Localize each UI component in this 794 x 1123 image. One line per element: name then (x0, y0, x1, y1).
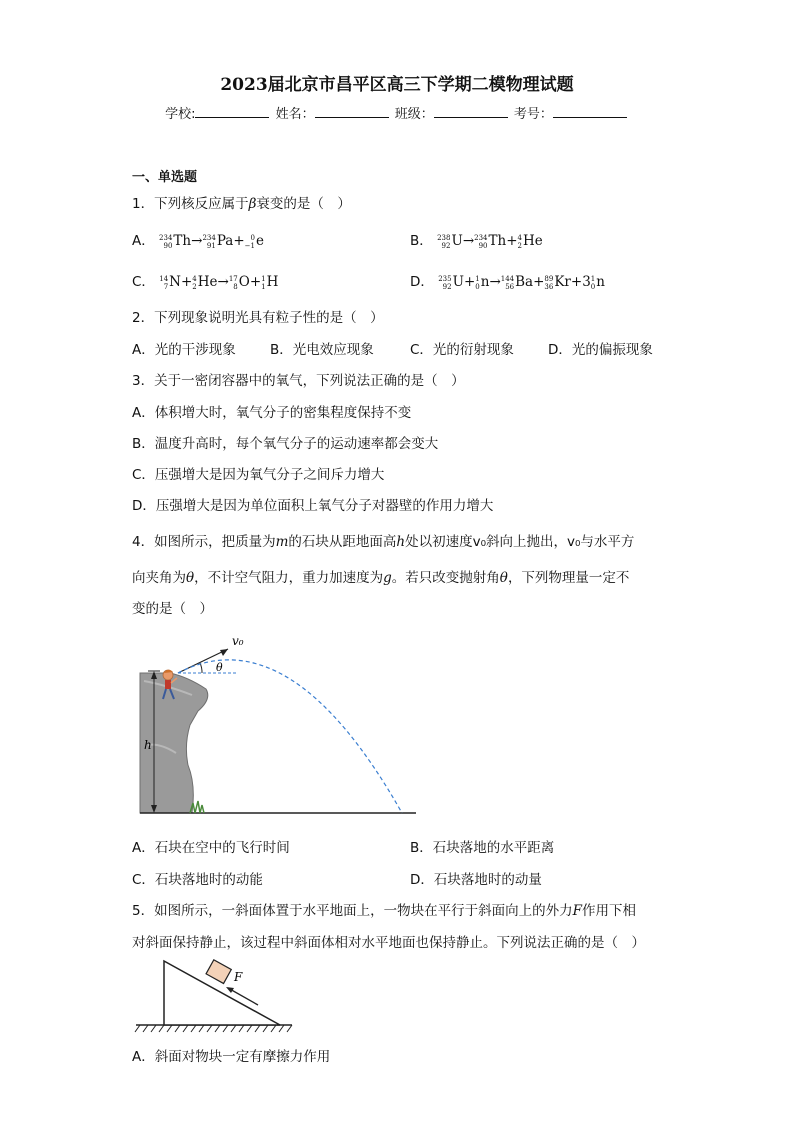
q3-option-d: D．压强增大是因为单位面积上氧气分子对器壁的作用力增大 (132, 498, 494, 514)
trajectory-curve (178, 660, 402, 813)
id-blank[interactable] (553, 105, 627, 118)
q1-b-equation: 238 92 U→ 234 90 Th+ 4 2 He (437, 233, 543, 250)
q4-option-b: B．石块落地的水平距离 (410, 840, 555, 856)
velocity-label: v₀ (232, 634, 244, 648)
q1-option-c: C． 14 7 N+ 4 2 He→ 17 8 O+ 1 1 H (132, 274, 279, 291)
q2-option-b: B．光电效应现象 (270, 342, 374, 358)
q3-stem: 3．关于一密闭容器中的氧气，下列说法正确的是（ ） (132, 373, 465, 389)
school-label: 学校: (165, 107, 196, 122)
force-label: F (234, 970, 243, 984)
q1-c-equation: 14 7 N+ 4 2 He→ 17 8 O+ 1 1 H (159, 274, 279, 291)
school-blank[interactable] (195, 105, 269, 118)
q4-option-d: D．石块落地时的动量 (410, 872, 542, 888)
q1-option-a: A． 234 90 Th→ 234 91 Pa+ 0 −1 e (132, 233, 264, 250)
q3-option-c: C．压强增大是因为氧气分子之间斥力增大 (132, 467, 385, 483)
q2-stem: 2．下列现象说明光具有粒子性的是（ ） (132, 310, 384, 326)
q5-stem-line2: 对斜面保持静止，该过程中斜面体相对水平地面也保持静止。下列说法正确的是（ ） (132, 935, 645, 951)
q4-stem-line3: 变的是（ ） (132, 601, 213, 617)
id-label: 考号： (513, 107, 553, 122)
incline-figure (130, 955, 300, 1035)
q4-option-a: A．石块在空中的飞行时间 (132, 840, 290, 856)
angle-label: θ (216, 661, 223, 674)
name-blank[interactable] (315, 105, 389, 118)
q3-option-a: A．体积增大时，氧气分子的密集程度保持不变 (132, 405, 412, 421)
student-info-row (0, 103, 794, 122)
q1-d-equation: 235 92 U+ 1 0 n→ 144 56 Ba+ 89 36 Kr+3 1 0 n (438, 274, 605, 291)
page-title: 2023届北京市昌平区高三下学期二模物理试题 (220, 75, 574, 95)
block (206, 960, 231, 984)
section-heading: 一、单选题 (132, 170, 198, 185)
q1-a-equation: 234 90 Th→ 234 91 Pa+ 0 −1 e (159, 233, 264, 250)
q2-option-a: A．光的干涉现象 (132, 342, 236, 358)
q1-stem: 1．下列核反应属于β衰变的是（ ） (132, 196, 351, 212)
q2-option-d: D．光的偏振现象 (548, 342, 653, 358)
class-blank[interactable] (434, 105, 508, 118)
height-label: h (144, 738, 152, 752)
name-label: 姓名： (275, 107, 315, 122)
q4-stem-line1: 4．如图所示，把质量为m的石块从距地面高h处以初速度v₀斜向上抛出，v₀与水平方 (132, 534, 635, 550)
q5-stem-line1: 5．如图所示，一斜面体置于水平地面上，一物块在平行于斜面向上的外力F作用下相 (132, 903, 636, 919)
q3-option-b: B．温度升高时，每个氧气分子的运动速率都会变大 (132, 436, 439, 452)
q1-option-d: D． 235 92 U+ 1 0 n→ 144 56 Ba+ 89 36 Kr+3 1 0 n (410, 274, 605, 291)
q4-stem-line2: 向夹角为θ，不计空气阻力，重力加速度为g。若只改变抛射角θ，下列物理量一定不 (132, 570, 630, 586)
class-label: 班级： (394, 107, 434, 122)
q5-option-a: A．斜面对物块一定有摩擦力作用 (132, 1049, 331, 1065)
projectile-figure (130, 625, 430, 825)
q1-option-b: B． 238 92 U→ 234 90 Th+ 4 2 He (410, 233, 543, 250)
q4-option-c: C．石块落地时的动能 (132, 872, 263, 888)
q2-option-c: C．光的衍射现象 (410, 342, 514, 358)
